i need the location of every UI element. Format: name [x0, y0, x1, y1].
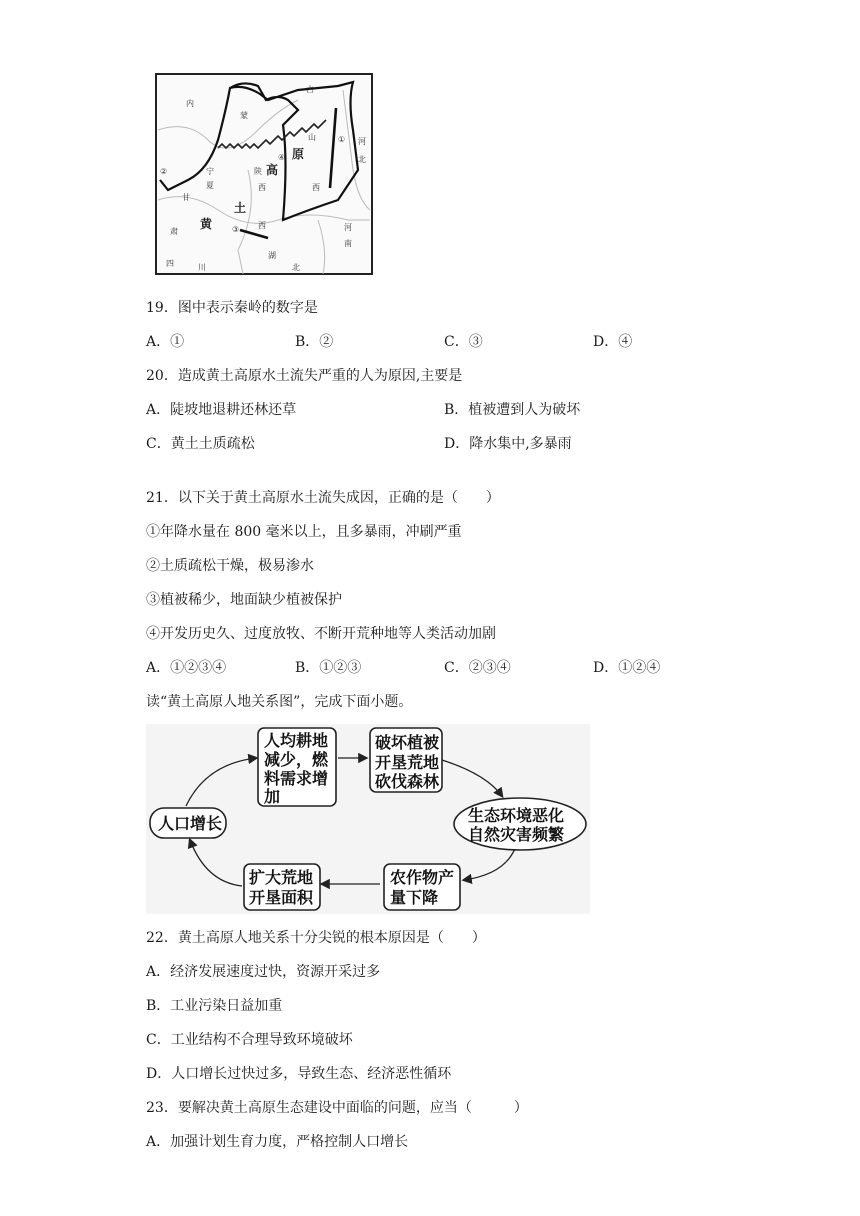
- map-label: 四: [166, 259, 174, 268]
- map-label: 高: [266, 163, 279, 177]
- question-21-option-c: C．②③④: [444, 660, 511, 676]
- map-marker: ②: [160, 167, 168, 176]
- map-marker: ④: [278, 153, 286, 162]
- question-19-option-c: C．③: [444, 334, 483, 350]
- map-label: 南: [344, 239, 352, 248]
- flow-text: 人口增长: [158, 814, 223, 833]
- flow-text: 自然灾害频繁: [468, 825, 565, 844]
- map-label: 北: [292, 263, 300, 272]
- flow-text: 农作物产: [390, 868, 455, 887]
- map-label: 黄: [200, 217, 213, 231]
- question-21-item-3: ③植被稀少，地面缺少植被保护: [146, 592, 342, 608]
- map-label: 河: [358, 137, 366, 146]
- question-19-option-b: B．②: [295, 334, 334, 350]
- map-label: 夏: [206, 181, 214, 190]
- flow-text: 量下降: [390, 888, 439, 907]
- map-marker: ①: [338, 135, 346, 144]
- question-21-option-d: D．①②④: [593, 660, 661, 676]
- flow-text: 生态环境恶化: [468, 806, 565, 825]
- flow-node-destroy-vegetation: [370, 728, 442, 792]
- question-21-item-1: ①年降水量在 800 毫米以上，且多暴雨，冲刷严重: [146, 524, 462, 540]
- flow-node-eco-deterioration: [454, 798, 586, 850]
- map-label: 宁: [206, 167, 214, 176]
- map-label: 古: [306, 85, 314, 94]
- question-19-option-d: D．④: [593, 334, 633, 350]
- question-22-option-a: A．经济发展速度过快，资源开采过多: [146, 964, 381, 980]
- question-20-option-a: A．陡坡地退耕还林还草: [146, 402, 297, 418]
- flow-text: 开垦荒地: [375, 753, 440, 772]
- question-22-option-c: C．工业结构不合理导致环境破坏: [146, 1032, 353, 1048]
- map-label: 肃: [170, 227, 178, 236]
- map-label: 内: [186, 99, 194, 108]
- flow-node-crop-decline: [384, 864, 460, 910]
- question-21-item-4: ④开发历史久、过度放牧、不断开荒种地等人类活动加剧: [146, 626, 496, 642]
- flow-text: 料需求增: [264, 769, 329, 788]
- map-label: 陕: [254, 167, 262, 176]
- map-label: 甘: [182, 193, 190, 202]
- map-label: 湖: [268, 251, 276, 260]
- map-marker: ③: [232, 225, 240, 234]
- map-label: 土: [234, 201, 247, 215]
- question-20-stem: 20．造成黄土高原水土流失严重的人为原因,主要是: [146, 368, 463, 384]
- flow-text: 减少，燃: [264, 750, 329, 769]
- map-label: 西: [312, 183, 320, 192]
- map-label: 蒙: [240, 111, 248, 120]
- flow-node-farmland: [258, 728, 336, 806]
- question-20-option-c: C．黄土土质疏松: [146, 436, 255, 452]
- question-21-item-2: ②土质疏松干燥，极易渗水: [146, 558, 314, 574]
- map-label: 原: [292, 147, 305, 161]
- question-22-option-b: B．工业污染日益加重: [146, 998, 283, 1014]
- question-23-option-a: A．加强计划生育力度，严格控制人口增长: [146, 1134, 409, 1150]
- map-label: 川: [198, 263, 206, 272]
- flow-text: 人均耕地: [264, 731, 329, 750]
- human-land-relationship-diagram: [146, 724, 590, 914]
- loess-plateau-map: [148, 70, 380, 278]
- flow-text: 加: [264, 787, 281, 806]
- question-21-option-a: A．①②③④: [146, 660, 227, 676]
- map-label: 河: [344, 223, 352, 232]
- question-21-option-b: B．①②③: [295, 660, 362, 676]
- flow-node-population: [150, 808, 226, 838]
- flow-text: 破坏植被: [375, 733, 440, 752]
- question-19-option-a: A．①: [146, 334, 185, 350]
- question-23-stem: 23．要解决黄土高原生态建设中面临的问题，应当（ ）: [146, 1100, 528, 1116]
- question-20-option-b: B．植被遭到人为破坏: [444, 402, 581, 418]
- map-label: 西: [258, 221, 266, 230]
- question-22-option-d: D．人口增长过快过多，导致生态、经济恶性循环: [146, 1066, 452, 1082]
- question-22-stem: 22．黄土高原人地关系十分尖锐的根本原因是（ ）: [146, 930, 486, 946]
- flow-text: 扩大荒地: [249, 868, 314, 887]
- map-label: 西: [258, 183, 266, 192]
- question-19-stem: 19．图中表示秦岭的数字是: [146, 300, 318, 316]
- reading-intro: 读“黄土高原人地关系图”，完成下面小题。: [146, 694, 413, 710]
- question-21-stem: 21．以下关于黄土高原水土流失成因，正确的是（ ）: [146, 490, 500, 506]
- map-label: 北: [358, 155, 366, 164]
- map-label: 山: [308, 133, 316, 142]
- question-20-option-d: D．降水集中,多暴雨: [444, 436, 572, 452]
- flow-node-expand-land: [244, 864, 320, 910]
- flow-text: 砍伐森林: [375, 772, 440, 791]
- flow-text: 开垦面积: [249, 888, 314, 907]
